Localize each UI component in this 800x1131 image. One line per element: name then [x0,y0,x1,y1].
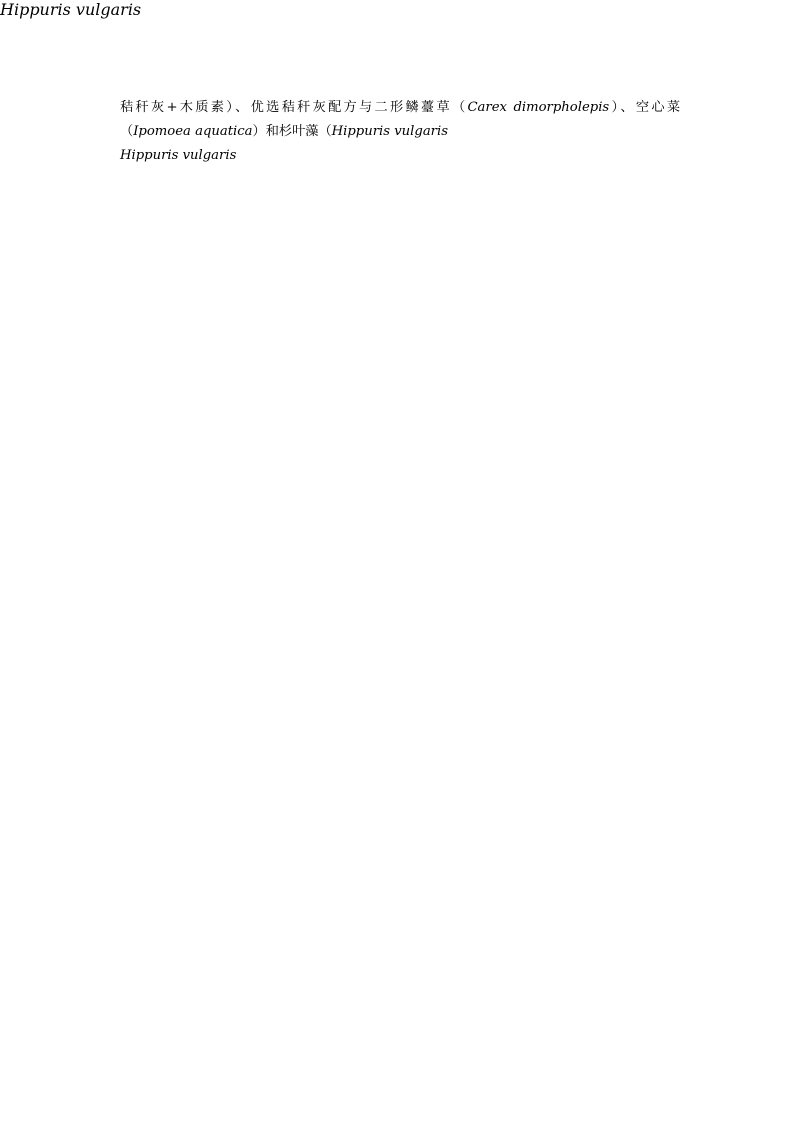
body-paragraph: 秸秆灰+木质素）、优选秸秆灰配方与二形鳞薹草（Carex dimorpholepis）、空心菜（Ipomoea aquatica）和杉叶藻（Hippuris vulgaris Hippuris vulgaris [120,100,681,164]
